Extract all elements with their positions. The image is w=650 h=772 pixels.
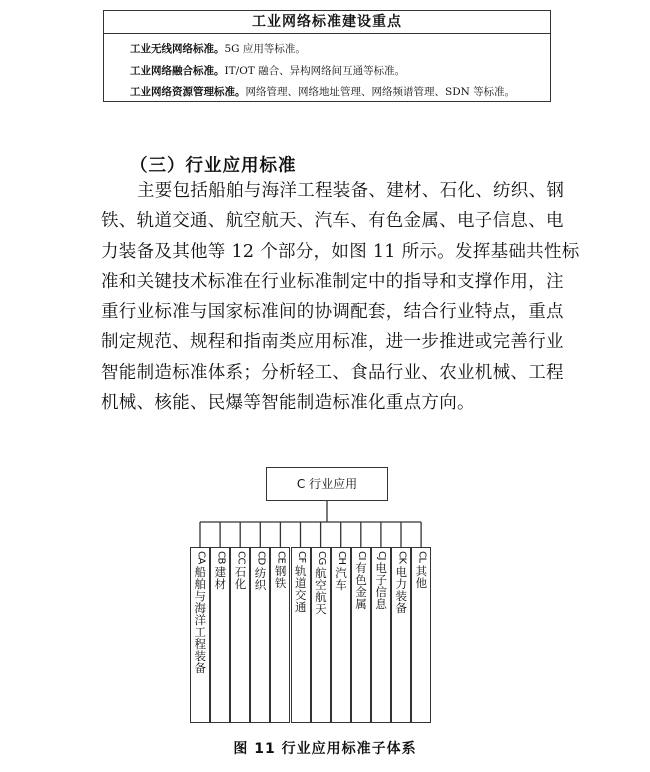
row-text: 5G 应用等标准。 xyxy=(224,43,306,55)
row-label: 工业网络资源管理标准。 xyxy=(130,86,246,98)
leaf-code: CD xyxy=(255,551,267,565)
paragraph-line: 重行业标准与国家标准间的协调配套，结合行业特点，重点 xyxy=(101,302,564,323)
paragraph-line: 准和关键技术标准在行业标准制定中的指导和支撑作用，注 xyxy=(101,271,564,292)
leaf-node xyxy=(411,547,431,723)
leaf-node xyxy=(210,547,230,723)
leaf-code: CC xyxy=(235,551,247,564)
leaf-node xyxy=(391,547,411,723)
leaf-code: CG xyxy=(315,551,327,565)
leaf-name: 钢铁 xyxy=(273,565,288,590)
leaf-node xyxy=(371,547,391,723)
leaf-code: CB xyxy=(215,551,227,564)
paragraph-line: 铁、轨道交通、航空航天、汽车、有色金属、电子信息、电 xyxy=(101,211,564,232)
paragraph-line: 制定规范、规程和指南类应用标准，进一步推进或完善行业 xyxy=(101,332,564,353)
paragraph-line: 机械、核能、民爆等智能制造标准化重点方向。 xyxy=(101,393,475,414)
leaf-code: CH xyxy=(335,551,347,565)
leaf-name: 电力装备 xyxy=(394,565,409,614)
leaf-name: 电子信息 xyxy=(374,561,389,610)
leaf-node xyxy=(250,547,270,723)
leaf-name: 有色金属 xyxy=(354,561,369,610)
leaf-name: 汽车 xyxy=(333,566,348,591)
leaf-name: 建材 xyxy=(213,565,228,590)
leaf-name: 航空航天 xyxy=(313,566,328,615)
paragraph-line: 力装备及其他等 12 个部分，如图 11 所示。发挥基础共性标 xyxy=(101,241,580,262)
leaf-code: CF xyxy=(295,551,307,563)
row-text: IT/OT 融合、异构网络间互通等标准。 xyxy=(224,65,406,77)
leaf-name: 其他 xyxy=(414,564,429,589)
leaf-node xyxy=(230,547,250,723)
figure-caption: 图 11 行业应用标准子体系 xyxy=(233,741,417,757)
leaf-code: CL xyxy=(416,551,428,563)
row-label: 工业网络融合标准。 xyxy=(130,65,225,77)
leaf-name: 石化 xyxy=(233,565,248,590)
diagram-root-node: C 行业应用 xyxy=(266,467,388,501)
leaf-code: CI xyxy=(356,551,368,560)
leaf-name: 船舶与海洋工程装备 xyxy=(193,565,208,674)
leaf-name: 纺织 xyxy=(253,566,268,591)
leaf-node xyxy=(270,547,290,723)
row-text: 网络管理、网络地址管理、网络频谱管理、SDN 等标准。 xyxy=(245,86,516,98)
paragraph-line: 主要包括船舶与海洋工程装备、建材、石化、纺织、钢 xyxy=(137,181,565,201)
leaf-node xyxy=(311,547,331,723)
paragraph-line: 智能制造标准体系；分析轻工、食品行业、农业机械、工程 xyxy=(101,362,564,383)
leaf-node xyxy=(291,547,311,723)
row-label: 工业无线网络标准。 xyxy=(130,43,225,55)
leaf-name: 轨道交通 xyxy=(293,564,308,613)
leaf-node xyxy=(351,547,371,723)
leaf-code: CK xyxy=(396,551,408,564)
section-heading: （三）行业应用标准 xyxy=(130,156,297,176)
leaf-code: CA xyxy=(195,551,207,564)
leaf-node xyxy=(190,547,210,723)
leaf-node xyxy=(331,547,351,723)
leaf-code: CE xyxy=(275,551,287,564)
box-title: 工业网络标准建设重点 xyxy=(104,11,550,34)
leaf-code: CJ xyxy=(376,551,388,560)
